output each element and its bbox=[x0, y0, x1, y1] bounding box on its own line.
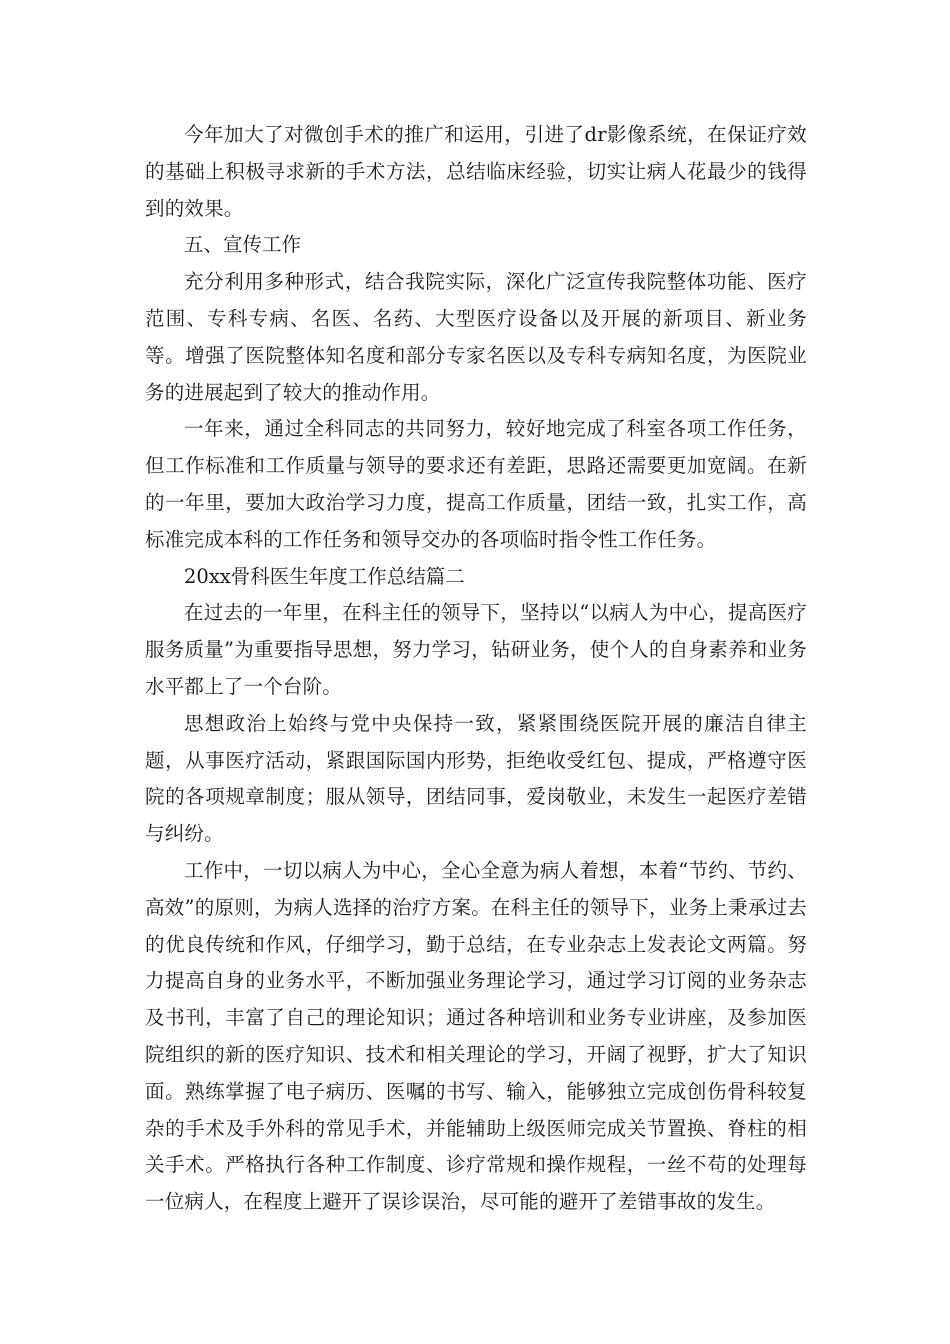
paragraph-year-summary: 一年来，通过全科同志的共同努力，较好地完成了科室各项工作任务，但工作标准和工作质量与领导的要求还有差距，思路还需要更加宽阔。在新的一年里，要加大政治学习力度，提高工作质量，团结一致，扎实工作，高标准完成本科的工作任务和领导交办的各项临时指令性工作任务。 bbox=[145, 417, 807, 551]
paragraph-work: 工作中，一切以病人为中心，全心全意为病人着想，本着“节约、节约、高效”的原则，为病人选择的治疗方案。在科主任的领导下，业务上秉承过去的优良传统和作风，仔细学习，勤于总结，在专业杂志上发表论文两篇。努力提高自身的业务水平，不断加强业务理论学习，通过学习订阅的业务杂志及书刊，丰富了自己的理论知识；通过各种培训和业务专业讲座，及参加医院组织的新的医疗知识、技术和相关理论的学习，开阔了视野，扩大了知识面。熟练掌握了电子病历、医嘱的书写、输入，能够独立完成创伤骨科较复杂的手术及手外科的常见手术，并能辅助上级医师完成关节置换、脊柱的相关手术。严格执行各种工作制度、诊疗常规和操作规程，一丝不苟的处理每一位病人，在程度上避开了误诊误治，尽可能的避开了差错事故的发生。 bbox=[145, 858, 807, 1214]
paragraph-minimally-invasive: 今年加大了对微创手术的推广和运用，引进了dr影像系统，在保证疗效的基础上积极寻求新的手术方法，总结临床经验，切实让病人花最少的钱得到的效果。 bbox=[145, 123, 807, 220]
article-subtitle: 20xx骨科医生年度工作总结篇二 bbox=[184, 564, 465, 588]
document-body bbox=[145, 117, 807, 1221]
section-heading-publicity: 五、宣传工作 bbox=[184, 233, 302, 257]
paragraph-publicity: 充分利用多种形式，结合我院实际，深化广泛宣传我院整体功能、医疗范围、专科专病、名医、名药、大型医疗设备以及开展的新项目、新业务等。增强了医院整体知名度和部分专家名医以及专科专病知名度，为医院业务的进展起到了较大的推动作用。 bbox=[145, 270, 807, 404]
paragraph-past-year: 在过去的一年里，在科主任的领导下，坚持以“以病人为中心，提高医疗服务质量”为重要指导思想，努力学习，钻研业务，使个人的自身素养和业务水平都上了一个台阶。 bbox=[145, 601, 807, 698]
paragraph-political: 思想政治上始终与党中央保持一致，紧紧围绕医院开展的廉洁自律主题，从事医疗活动，紧跟国际国内形势，拒绝收受红包、提成，严格遵守医院的各项规章制度；服从领导，团结同事，爱岗敬业，未发生一起医疗差错与纠纷。 bbox=[145, 711, 807, 846]
